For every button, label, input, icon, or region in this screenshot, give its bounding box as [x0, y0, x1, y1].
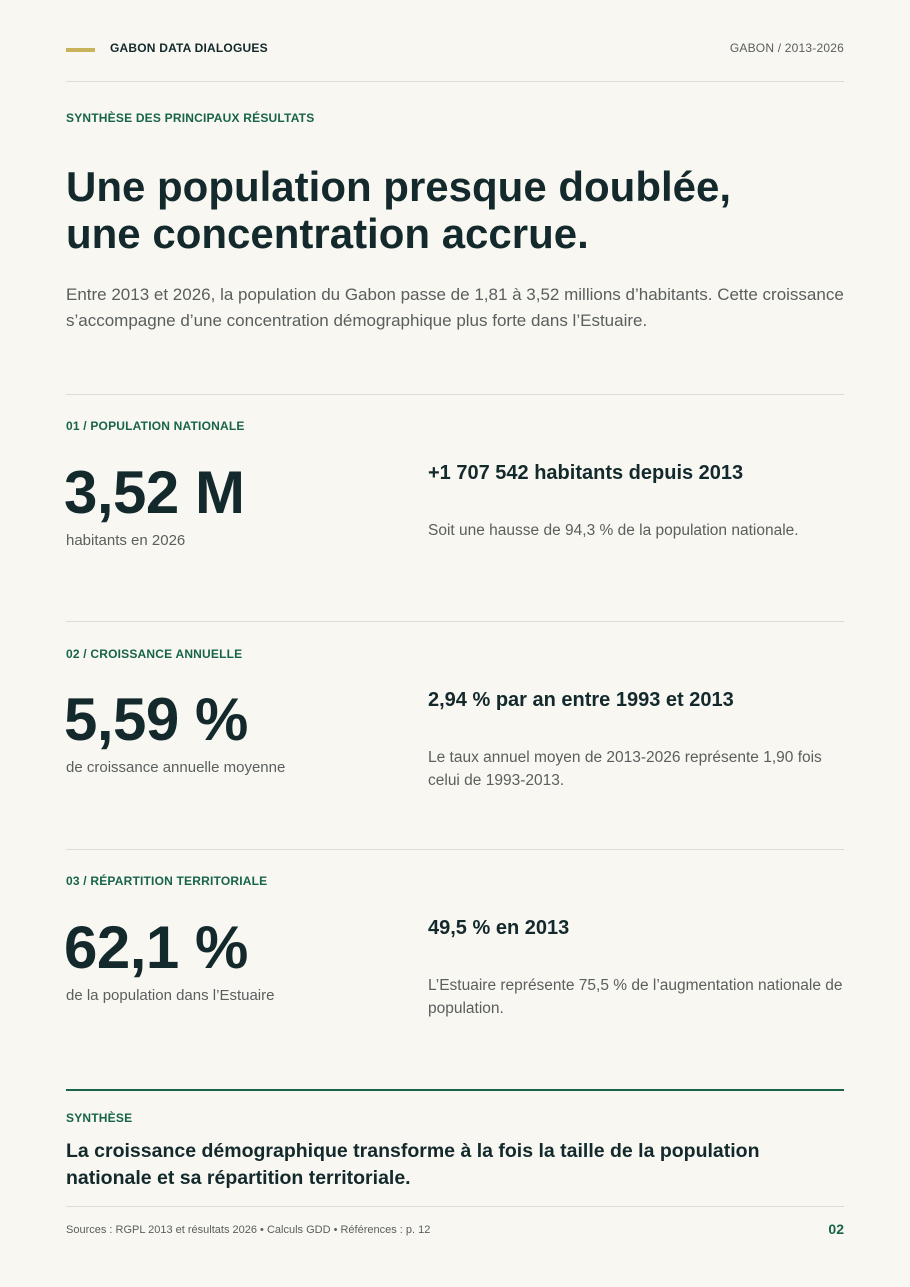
- section-divider: [66, 849, 844, 850]
- title-line-2: une concentration accrue.: [66, 210, 589, 257]
- intro-lede: Entre 2013 et 2026, la population du Gabon passe de 1,81 à 3,52 millions d’habitants. Cette croissance s’accompagne d’une concentration démographique plus forte dans l’Estuaire.: [66, 285, 844, 330]
- section-side-title: 49,5 % en 2013: [428, 917, 570, 939]
- page-number: 02: [828, 1221, 844, 1237]
- title-line-1: Une population presque doublée,: [66, 163, 732, 210]
- synthesis-text: La croissance démographique transforme à la fois la taille de la population nationale et sa répartition territoriale.: [66, 1140, 760, 1189]
- section-side-title: +1 707 542 habitants depuis 2013: [428, 462, 744, 484]
- section-side-title: 2,94 % par an entre 1993 et 2013: [428, 689, 734, 711]
- page-title: [66, 163, 846, 257]
- key-figure-caption: habitants en 2026: [66, 532, 186, 549]
- key-figure: 3,52 M: [64, 459, 245, 526]
- key-figure-caption: de croissance annuelle moyenne: [66, 759, 286, 776]
- page-header: [66, 38, 844, 58]
- key-figure: 62,1 %: [64, 914, 248, 981]
- brand-accent-bar: [66, 48, 95, 52]
- header-meta: GABON / 2013-2026: [729, 41, 844, 55]
- footer-divider: [66, 1206, 844, 1207]
- footer-sources: Sources : RGPL 2013 et résultats 2026 • Calculs GDD • Références : p. 12: [66, 1224, 431, 1236]
- header-divider: [66, 81, 844, 82]
- intro-eyebrow: SYNTHÈSE DES PRINCIPAUX RÉSULTATS: [66, 111, 315, 125]
- key-figure-caption: de la population dans l’Estuaire: [66, 987, 275, 1004]
- synthesis-divider: [66, 1089, 844, 1091]
- brand: [66, 41, 268, 55]
- section-side-text: Le taux annuel moyen de 2013-2026 représente 1,90 fois celui de 1993-2013.: [428, 749, 822, 789]
- section-divider: [66, 394, 844, 395]
- section-label: 02 / CROISSANCE ANNUELLE: [66, 647, 243, 661]
- brand-name: GABON DATA DIALOGUES: [110, 41, 268, 55]
- section-label: 01 / POPULATION NATIONALE: [66, 419, 245, 433]
- section-side-text: L’Estuaire représente 75,5 % de l’augmentation nationale de population.: [428, 977, 843, 1017]
- key-figure: 5,59 %: [64, 686, 248, 753]
- section-divider: [66, 621, 844, 622]
- section-label: 03 / RÉPARTITION TERRITORIALE: [66, 874, 268, 888]
- synthesis-label: SYNTHÈSE: [66, 1111, 133, 1125]
- section-side-text: Soit une hausse de 94,3 % de la population nationale.: [428, 522, 799, 539]
